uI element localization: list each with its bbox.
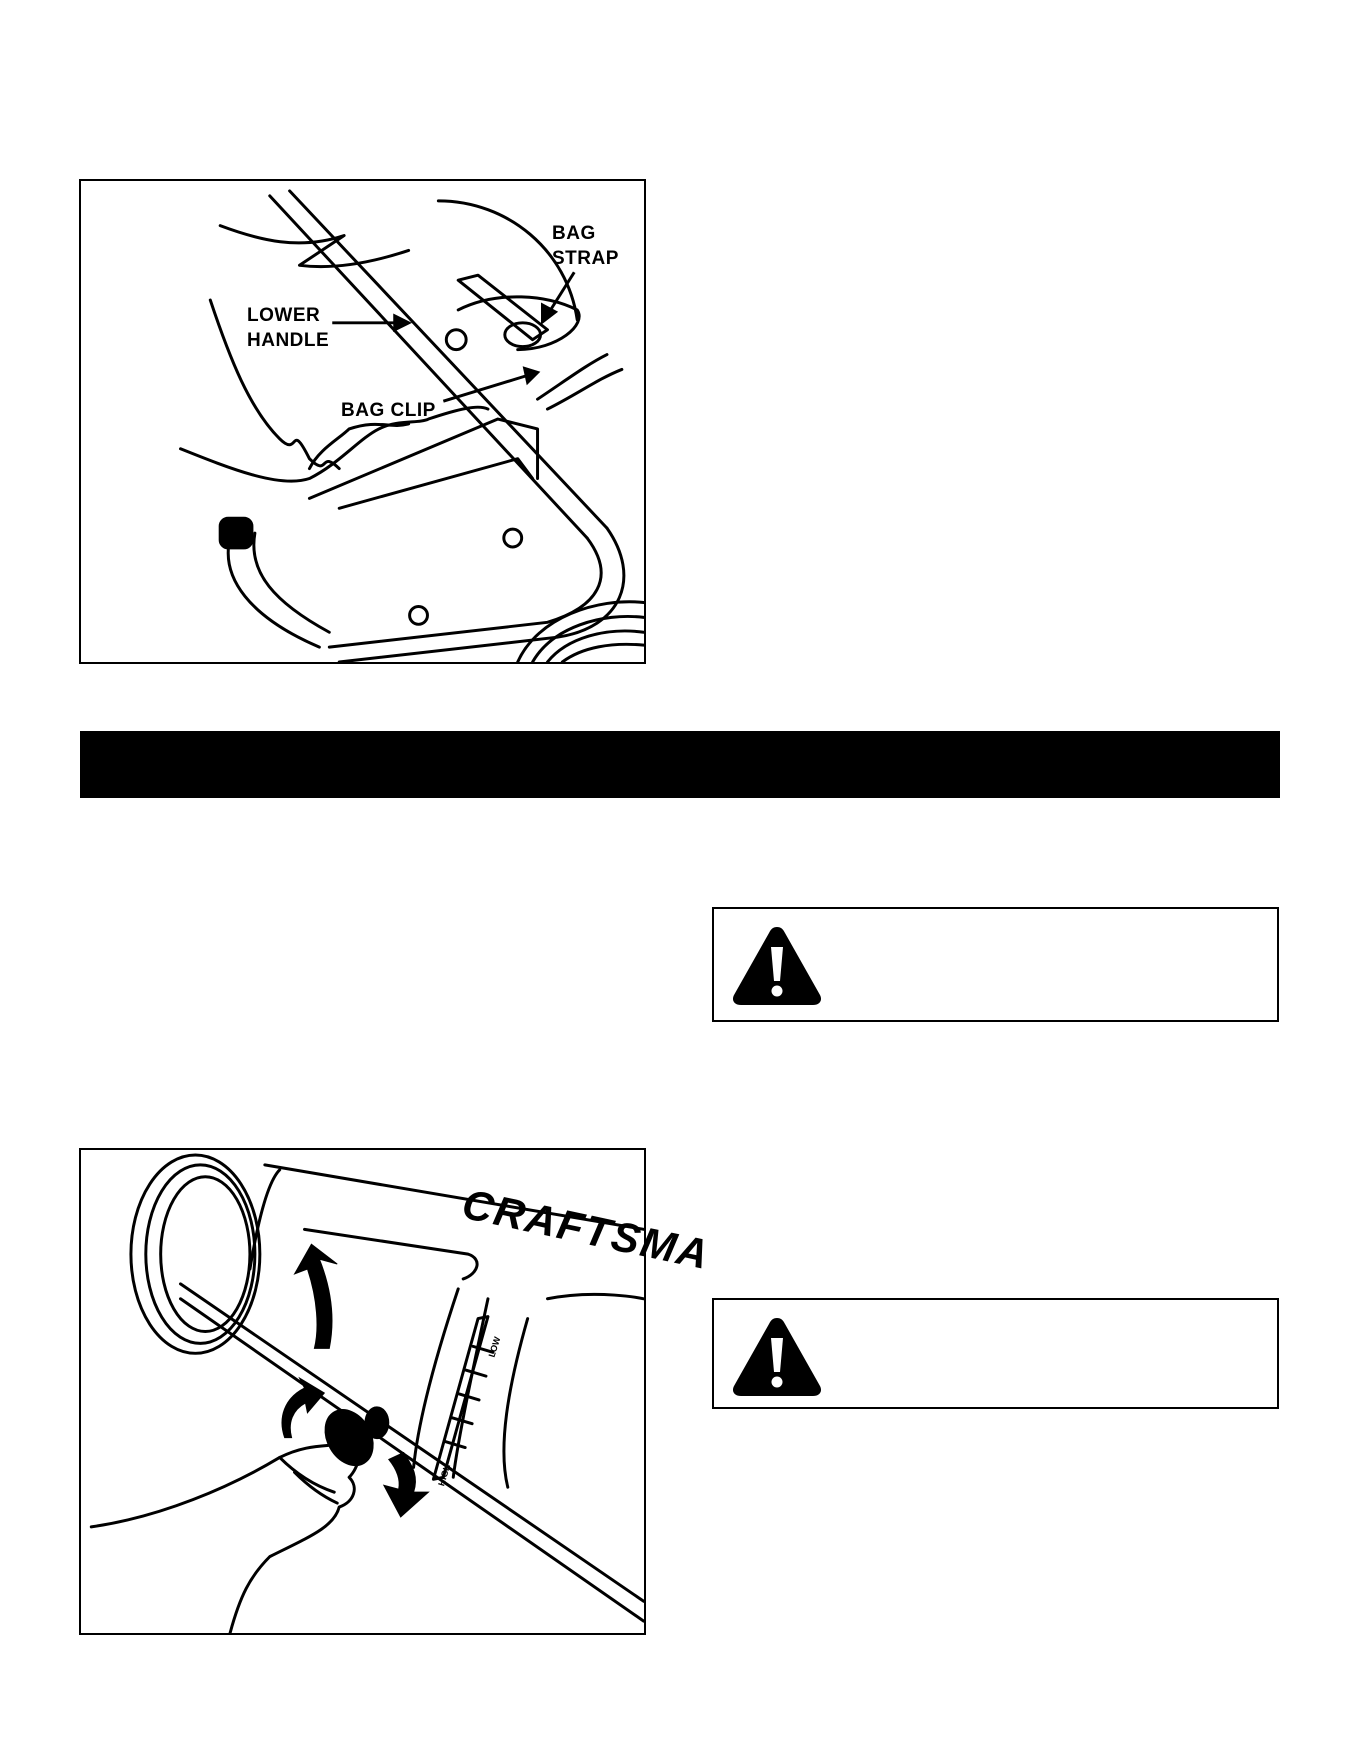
scale-label-low: LOW	[486, 1335, 503, 1359]
callout-bag-clip: BAG CLIP	[341, 400, 436, 421]
scale-label-high: HIGH	[436, 1462, 453, 1488]
figure-height-adjustment-illustration	[79, 1148, 715, 1635]
section-header-bar	[80, 731, 1280, 798]
figure-bag-clip-illustration	[79, 179, 646, 664]
callout-bag-strap: BAG STRAP	[552, 223, 619, 269]
brand-lettering: CRAFTSMA	[458, 1180, 715, 1279]
callout-lower-handle: LOWER HANDLE	[247, 305, 330, 351]
warning-triangle-icon	[730, 923, 824, 1007]
warning-box	[712, 907, 1279, 1022]
warning-box	[712, 1298, 1279, 1409]
warning-triangle-icon	[730, 1314, 824, 1398]
